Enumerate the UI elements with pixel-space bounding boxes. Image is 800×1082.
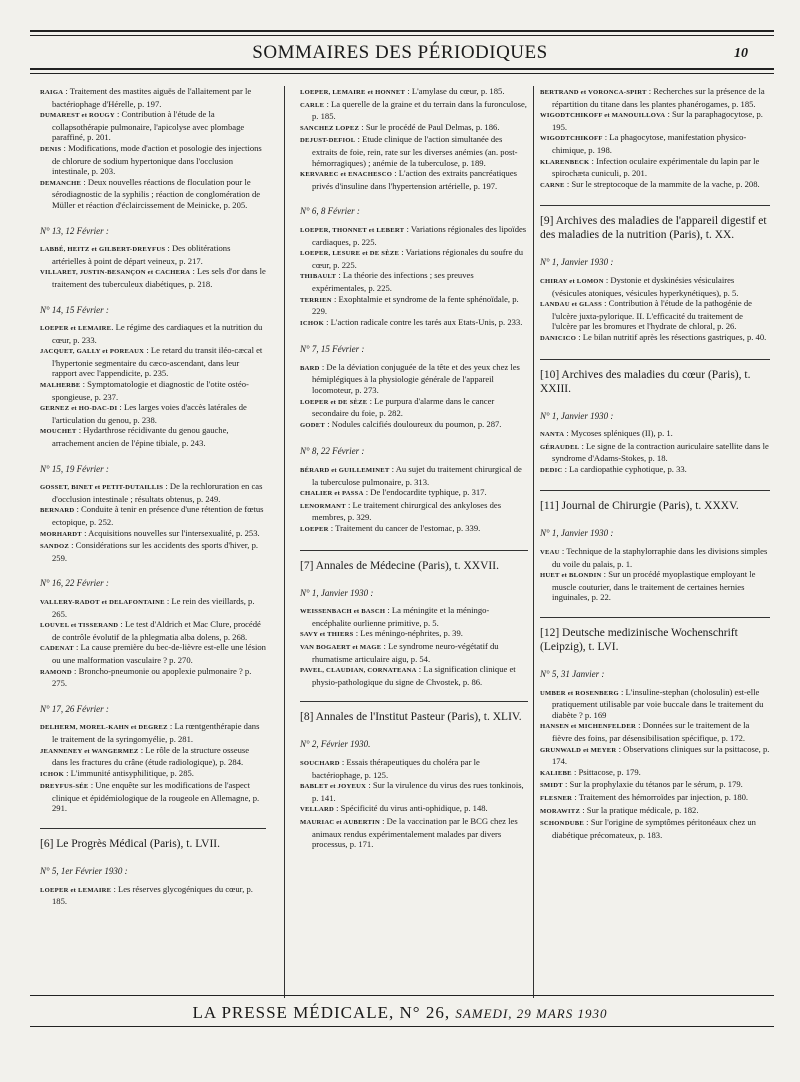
- article-title: : La méningite et la méningo-encéphalite ourlienne primitive, p. 5.: [312, 605, 490, 628]
- article-entry: [300, 362, 528, 396]
- article-entry: [40, 86, 266, 109]
- article-author: LOEPER, THONNET et LEBERT: [300, 226, 405, 234]
- column-right: [540, 86, 770, 840]
- article-entry: [540, 109, 770, 132]
- article-title: : Le rôle de la structure osseuse dans les fractures du crâne (étude radiologique), p. 284.: [52, 744, 250, 768]
- article-entry: [40, 425, 266, 448]
- article-entry: [300, 168, 528, 191]
- article-title: : Le purpura d'alarme dans le cancer secondaire du foie, p. 282.: [312, 395, 495, 419]
- article-author: SOUCHARD: [300, 759, 340, 767]
- article-entry: [40, 721, 266, 744]
- article-author: LANDAU et GLASS: [540, 301, 602, 309]
- article-entry: [40, 266, 266, 289]
- article-entry: [300, 500, 528, 523]
- section-rule: [540, 359, 770, 360]
- header-rule-top: [30, 30, 774, 32]
- article-title: : Sur un procédé myoplastique employant le muscle couturier, dans le traitement de certaines hernies inguinales, p. 22.: [552, 569, 756, 603]
- article-entry: [540, 428, 770, 441]
- section-rule: [40, 828, 266, 829]
- section-rule: [540, 205, 770, 206]
- article-entry: [540, 179, 770, 192]
- article-author: TERRIEN: [300, 296, 332, 304]
- article-entry: [300, 224, 528, 247]
- article-entry: [540, 744, 770, 767]
- issue-heading: N° 2, Février 1930.: [300, 739, 371, 750]
- article-author: VAN BOGAERT et MAGE: [300, 643, 382, 651]
- issue-heading: N° 7, 15 Février :: [300, 344, 365, 355]
- article-title: : Le retard du transit iléo-cæcal et l'hypertonie segmentaire du cæco-ascendant, dans leur rapport avec l'appendicite, p. 235.: [52, 345, 263, 379]
- article-title: : Spécificité du virus anti-ophidique, p. 148.: [334, 803, 488, 814]
- article-author: SAVY et THIERS: [300, 631, 354, 639]
- article-title: . Le régime des cardiaques et la nutrition du cœur, p. 233.: [52, 322, 263, 345]
- article-title: : Le rein des vieillards, p. 265.: [52, 595, 255, 619]
- article-entry: [40, 884, 266, 907]
- article-title: : Technique de la staphylorraphie dans les divisions simples du voile du palais, p. 1.: [552, 546, 768, 569]
- column-left: [40, 86, 266, 907]
- article-entry: [540, 546, 770, 569]
- article-entry: [300, 317, 528, 330]
- article-title: : La querelle de la graine et du terrain dans la furonculose, p. 185.: [312, 98, 527, 122]
- article-author: RAMOND: [40, 668, 72, 676]
- article-entry: [540, 298, 770, 332]
- article-title: : Considérations sur les accidents des sports d'hiver, p. 259.: [52, 540, 259, 563]
- article-title: : La rœntgenthérapie dans le traitement de la syringomyélie, p. 281.: [52, 721, 260, 744]
- article-title: : La signification clinique et physio-pathologique du signe de Chvostek, p. 86.: [312, 664, 516, 687]
- article-entry: [40, 177, 266, 211]
- article-entry: [540, 687, 770, 721]
- article-author: SANDOZ: [40, 543, 69, 551]
- article-entry: [300, 487, 528, 500]
- article-title: : De la vaccination par le BCG chez les animaux rendus expérimentalement malades par divers processus, p. 171.: [312, 815, 518, 850]
- article-title: : L'insuline-stephan (cholosulin) est-elle pratiquement utilisable par voie buccale dans le traitement du diabète ? p. 169: [552, 686, 764, 720]
- article-entry: [300, 780, 528, 803]
- article-title: : Le bilan nutritif après les résections gastriques, p. 40.: [576, 331, 767, 342]
- article-author: MOUCHET: [40, 428, 77, 436]
- article-entry: [300, 628, 528, 641]
- article-entry: [540, 86, 770, 109]
- article-title: : Une enquête sur les modifications de l'aspect clinique et épidémiologique de la rougeole en Allemagne, p. 291.: [52, 780, 260, 814]
- article-author: VELLARD: [300, 806, 334, 814]
- periodical-heading: [10] Archives des maladies du cœur (Paris), t. XXIII.: [540, 368, 751, 395]
- article-title: : Traitement du cancer de l'estomac, p. 339.: [328, 523, 481, 533]
- article-author: ICHOK: [40, 770, 64, 778]
- article-title: : Conduite à tenir en présence d'une rétention de fœtus ectopique, p. 252.: [52, 504, 264, 527]
- article-entry: [300, 664, 528, 687]
- article-title: : Broncho-pneumonie ou apoplexie pulmonaire ? p. 275.: [52, 665, 252, 689]
- article-entry: [300, 605, 528, 628]
- article-entry: [40, 402, 266, 425]
- article-author: CHALIER et PASSA: [300, 490, 364, 498]
- footer-date: SAMEDI, 29 MARS 1930: [455, 1006, 608, 1021]
- article-entry: [40, 540, 266, 563]
- article-author: VALLERY-RADOT et DELAFONTAINE: [40, 598, 165, 606]
- article-title: : Le signe de la contraction auriculaire satellite dans le syndrome d'Adams-Stokes, p. 18.: [552, 440, 769, 464]
- article-author: DREYFUS-SÉE: [40, 783, 89, 791]
- article-entry: [300, 757, 528, 780]
- issue-heading: N° 16, 22 Février :: [40, 578, 109, 589]
- article-entry: [540, 767, 770, 780]
- issue-heading: N° 1, Janvier 1930 :: [540, 257, 614, 268]
- article-author: SCHONDUBE: [540, 820, 585, 828]
- article-entry: [300, 419, 528, 432]
- article-title: : L'amylase du cœur, p. 185.: [405, 86, 505, 96]
- article-title: : Sur la pratique médicale, p. 182.: [580, 804, 699, 815]
- article-title: : Contribution à l'étude de la pathogénie de l'ulcère juxta-pylorique. II. L'efficacité du traitement de l'ulcère par les bromures et l'hydrate de chloral, p. 26.: [552, 298, 752, 332]
- article-title: : Mycoses spléniques (II), p. 1.: [564, 428, 673, 439]
- article-entry: [40, 666, 266, 689]
- article-author: MORAWITZ: [540, 807, 581, 815]
- article-author: MORHARDT: [40, 530, 82, 538]
- article-entry: [300, 396, 528, 419]
- article-title: : Nodules calcifiés douloureux du poumon, p. 287.: [325, 418, 502, 429]
- article-author: FLESNER: [540, 794, 573, 802]
- article-author: LENORMANT: [300, 502, 346, 510]
- article-author: GÉRAUDEL: [540, 443, 580, 451]
- article-author: THIBAULT: [300, 273, 337, 281]
- article-entry: [540, 332, 770, 345]
- article-entry: [40, 143, 266, 177]
- article-author: VEAU: [540, 549, 560, 557]
- article-author: DEMANCHE: [40, 179, 82, 187]
- article-author: LOEPER, LESURE et DE SÈZE: [300, 250, 400, 258]
- article-entry: [300, 641, 528, 664]
- article-author: CARLE: [300, 101, 325, 109]
- article-title: : Observations cliniques sur la psittacose, p. 174.: [552, 743, 770, 767]
- header-rule-top-thin: [30, 35, 774, 36]
- issue-heading: N° 13, 12 Février :: [40, 225, 109, 236]
- article-author: JEANNENEY et WANGERMEZ: [40, 747, 139, 755]
- article-title: : Traitement des mastites aiguës de l'allaitement par le bactériophage d'Hérelle, p. 197.: [52, 86, 252, 109]
- article-title: : Le test d'Aldrich et Mac Clure, procédé de contrôle évolutif de la phlegmatia alba dolens, p. 268.: [52, 619, 261, 642]
- article-title: : Les réserves glycogéniques du cœur, p. 185.: [52, 883, 253, 907]
- article-title: : L'action des extraits pancréatiques privés d'insuline dans l'hypertension artérielle, p. 197.: [312, 168, 518, 191]
- article-entry: [40, 528, 266, 541]
- article-entry: [540, 441, 770, 464]
- article-title: : Symptomatologie et diagnostic de l'otite ostéo-spongieuse, p. 237.: [52, 379, 249, 402]
- article-title: : Dystonie et dyskinésies vésiculaires (vésicules atoniques, vésicules hyperkynétiques), p. 5.: [552, 274, 739, 298]
- article-entry: [540, 792, 770, 805]
- article-author: DANICICO: [540, 334, 577, 342]
- issue-heading: N° 5, 31 Janvier :: [540, 669, 605, 680]
- section-rule: [540, 617, 770, 618]
- article-title: : La cause première du bec-de-lièvre est-elle une lésion ou une malformation vasculaire ? p. 270.: [52, 642, 266, 665]
- article-entry: [40, 109, 266, 143]
- page-number: 10: [734, 46, 748, 61]
- periodical-heading: [9] Archives des maladies de l'appareil digestif et des maladies de la nutrition (Paris), t. XX.: [540, 215, 767, 242]
- article-author: GODET: [300, 421, 326, 429]
- article-title: : Sur la virulence du virus des rues tonkinois, p. 141.: [312, 780, 524, 803]
- column-middle: [300, 86, 528, 850]
- article-author: DELHERM, MOREL-KAHN et DEGREZ: [40, 724, 168, 732]
- article-entry: [540, 275, 770, 298]
- periodical-heading: [11] Journal de Chirurgie (Paris), t. XXXV.: [540, 500, 739, 513]
- article-author: JACQUET, GALLY et POREAUX: [40, 348, 145, 356]
- article-title: : Exophtalmie et syndrome de la fente sphénoïdale, p. 229.: [312, 293, 519, 317]
- article-title: : Sur le streptocoque de la mammite de la vache, p. 208.: [564, 178, 760, 189]
- periodical-heading: [6] Le Progrès Médical (Paris), t. LVII.: [40, 838, 221, 851]
- article-entry: [300, 122, 528, 135]
- article-title: : Au sujet du traitement chirurgical de la tuberculose pulmonaire, p. 313.: [312, 464, 522, 487]
- footer-rule-bottom: [30, 1026, 774, 1027]
- article-author: LOEPER et LEMAIRE: [40, 886, 112, 894]
- article-entry: [540, 156, 770, 179]
- article-title: : Recherches sur la présence de la répartition du titane dans les plantes phanérogames, p. 185.: [552, 86, 765, 109]
- article-title: : Essais thérapeutiques du choléra par le bactériophage, p. 125.: [312, 756, 480, 780]
- article-author: VILLARET, JUSTIN-BESANÇON et CACHERA: [40, 269, 191, 277]
- article-title: : Acquisitions nouvelles sur l'intersexualité, p. 253.: [81, 527, 260, 538]
- article-entry: [40, 642, 266, 665]
- article-author: BERTRAND et VORONCA-SPIRT: [540, 89, 647, 96]
- article-author: LOEPER, LEMAIRE et HONNET: [300, 89, 406, 96]
- article-author: HUET et BLONDIN: [540, 572, 602, 580]
- article-title: : Infection oculaire expérimentale du lapin par le spirochæta cuniculi, p. 201.: [552, 155, 760, 179]
- issue-heading: N° 17, 26 Février :: [40, 703, 109, 714]
- article-author: MAURIAC et AUBERTIN: [300, 818, 380, 826]
- issue-heading: N° 14, 15 Février :: [40, 304, 109, 315]
- article-title: : De la rechloruration en cas d'occlusion intestinale ; résultats obtenus, p. 249.: [52, 481, 263, 504]
- article-author: BABLET et JOYEUX: [300, 783, 367, 791]
- article-author: WIGODTCHIKOFF: [540, 135, 603, 143]
- article-entry: [540, 569, 770, 603]
- section-rule: [300, 701, 528, 702]
- article-entry: [40, 243, 266, 266]
- article-title: : Le traitement chirurgical des ankyloses des membres, p. 329.: [312, 499, 502, 523]
- article-author: SMIDT: [540, 782, 563, 790]
- article-author: LOEPER et LEMAIRE: [40, 325, 112, 333]
- article-title: : Traitement des hémorroïdes par injection, p. 180.: [572, 791, 749, 802]
- article-title: : Etude clinique de l'action simultanée des extraits de foie, rein, rate sur les diverses anémies (an. post-hémorragiques) ; anémie de la tuberculose, p. 189.: [312, 134, 518, 168]
- article-entry: [40, 481, 266, 504]
- article-entry: [40, 345, 266, 379]
- article-author: GERNEZ et HO-DAC-DI: [40, 405, 118, 413]
- article-entry: [540, 805, 770, 818]
- footer-rule-top: [30, 995, 774, 996]
- section-rule: [300, 550, 528, 551]
- article-title: : Contribution à l'étude de la collapsothérapie pulmonaire, l'apicolyse avec plombage paraffiné, p. 201.: [52, 109, 245, 143]
- article-title: : Variations régionales du soufre du cœur, p. 225.: [312, 247, 524, 270]
- article-author: CADENAT: [40, 645, 74, 653]
- article-author: RAIGA: [40, 89, 64, 96]
- article-entry: [540, 817, 770, 840]
- article-entry: [300, 803, 528, 816]
- article-author: BERNARD: [40, 507, 75, 515]
- article-entry: [40, 504, 266, 527]
- article-entry: [300, 247, 528, 270]
- article-author: DEDIC: [540, 466, 563, 474]
- article-entry: [40, 780, 266, 814]
- article-title: : Psittacose, p. 179.: [571, 766, 641, 777]
- section-rule: [540, 490, 770, 491]
- article-title: : De l'endocardite typhique, p. 317.: [363, 487, 487, 498]
- article-author: NANTA: [540, 431, 565, 439]
- article-author: KLARENBECK: [540, 158, 590, 166]
- footer-journal: LA PRESSE MÉDICALE, N° 26,: [192, 1003, 451, 1022]
- issue-heading: N° 5, 1er Février 1930 :: [40, 866, 128, 877]
- article-title: : Les larges voies d'accès latérales de l'articulation du genou, p. 238.: [52, 402, 247, 425]
- article-entry: [40, 745, 266, 768]
- article-entry: [40, 596, 266, 619]
- article-author: WEISSENBACH et BASCH: [300, 608, 386, 616]
- article-title: : Deux nouvelles réactions de floculation pour le sérodiagnostic de la syphilis ; réaction de conglomération de Müller et réaction d'éclaircissement de Meinicke, p. 205.: [52, 176, 261, 210]
- article-title: : La cardiopathie cyphotique, p. 33.: [562, 463, 687, 474]
- article-title: : Le syndrome neuro-végétatif du rhumatisme articulaire aigu, p. 54.: [312, 640, 499, 664]
- article-title: : Données sur le traitement de la fièvre des foins, par désensibilisation spécifique, p. 172.: [552, 720, 750, 743]
- periodical-heading: [8] Annales de l'Institut Pasteur (Paris), t. XLIV.: [300, 711, 522, 724]
- article-entry: [300, 816, 528, 850]
- article-entry: [540, 720, 770, 743]
- article-title: : Modifications, mode d'action et posologie des injections de chlorure de sodium hypertonique dans l'occlusion intestinale, p. 203.: [52, 142, 262, 177]
- article-title: : Sur la prophylaxie du tétanos par le sérum, p. 179.: [562, 779, 743, 790]
- article-entry: [540, 132, 770, 155]
- issue-heading: N° 15, 19 Février :: [40, 463, 109, 474]
- article-entry: [40, 619, 266, 642]
- article-author: HANSEN et MICHENFELDER: [540, 723, 636, 731]
- article-author: GRUNWALD et MEYER: [540, 746, 617, 754]
- article-entry: [300, 294, 528, 317]
- page-title: SOMMAIRES DES PÉRIODIQUES: [252, 42, 548, 63]
- article-title: : Variations régionales des lipoïdes cardiaques, p. 225.: [312, 223, 527, 247]
- header-rule-bottom: [30, 68, 774, 70]
- article-title: : De la déviation conjuguée de la tête et des yeux chez les hémiplégiques à la physiologie générale de l'appareil locomoteur, p. 273.: [312, 361, 520, 396]
- article-author: DUMAREST et ROUGY: [40, 112, 115, 120]
- periodical-heading: [7] Annales de Médecine (Paris), t. XXVII.: [300, 559, 499, 572]
- article-author: LABBÉ, HEITZ et GILBERT-DREYFUS: [40, 246, 166, 254]
- article-author: KERVAREC et ENACHESCO: [300, 171, 393, 179]
- article-title: : Des oblitérations artérielles à point de départ veineux, p. 217.: [52, 243, 231, 266]
- article-title: : Hydarthrose récidivante du genou gauche, arrachement ancien de l'épine tibiale, p. 243.: [52, 425, 229, 449]
- column-separator: [533, 86, 534, 998]
- article-author: BARD: [300, 364, 320, 372]
- article-entry: [300, 134, 528, 168]
- article-entry: [300, 270, 528, 293]
- article-title: : La phagocytose, manifestation physico-chimique, p. 198.: [552, 132, 747, 155]
- article-author: ICHOK: [300, 319, 324, 327]
- article-author: LOEPER: [300, 526, 329, 533]
- article-entry: [540, 464, 770, 477]
- article-title: : Les sels d'or dans le traitement des tuberculeux diabétiques, p. 218.: [52, 266, 266, 289]
- article-author: BÉRARD et GUILLEMINET: [300, 467, 390, 475]
- periodical-heading: [12] Deutsche medizinische Wochenschrift (Leipzig), t. LVI.: [540, 627, 738, 654]
- article-title: : Sur l'origine de symptômes péritonéaux chez un diabétique précomateux, p. 183.: [552, 817, 756, 840]
- article-author: SANCHEZ LOPEZ: [300, 124, 360, 132]
- article-title: : L'immunité antisyphilitique, p. 285.: [63, 767, 194, 778]
- article-author: DEJUST-DEFIOL: [300, 137, 356, 145]
- issue-heading: N° 1, Janvier 1930 :: [540, 410, 614, 421]
- article-entry: [300, 523, 528, 536]
- article-author: CARNE: [540, 181, 565, 189]
- issue-heading: N° 6, 8 Février :: [300, 206, 360, 217]
- article-title: : Sur la paraphagocytose, p. 195.: [552, 109, 763, 132]
- article-author: LOUVEL et TISSERAND: [40, 622, 119, 630]
- article-entry: [40, 322, 266, 345]
- article-author: DENIS: [40, 145, 62, 153]
- article-author: MALHERBE: [40, 382, 81, 390]
- article-title: : L'action radicale contre les tarés aux Etats-Unis, p. 233.: [323, 316, 523, 327]
- article-author: KALIEBE: [540, 769, 572, 777]
- article-entry: [300, 464, 528, 487]
- header-rule-bottom-thin: [30, 73, 774, 74]
- article-entry: [40, 379, 266, 402]
- footer: [0, 1003, 800, 1023]
- article-entry: [300, 86, 528, 99]
- article-author: WIGODTCHIKOFF et MANOUILLOVA: [540, 112, 666, 120]
- issue-heading: N° 1, Janvier 1930 :: [540, 528, 614, 539]
- article-title: : Sur le procédé de Paul Delmas, p. 186.: [359, 121, 500, 132]
- article-author: LOEPER et DE SÈZE: [300, 398, 368, 406]
- issue-heading: N° 1, Janvier 1930 :: [300, 587, 374, 598]
- article-entry: [300, 99, 528, 122]
- article-title: : La théorie des infections ; ses preuves expérimentales, p. 225.: [312, 270, 474, 293]
- article-entry: [40, 768, 266, 781]
- article-title: : Les méningo-néphrites, p. 39.: [353, 628, 463, 639]
- issue-heading: N° 8, 22 Février :: [300, 446, 365, 457]
- column-separator: [284, 86, 285, 998]
- article-author: CHIRAY et LOMON: [540, 277, 604, 285]
- article-author: GOSSET, BINET et PETIT-DUTAILLIS: [40, 484, 164, 492]
- article-author: PAVEL, CLAUDIAN, CORNATEANA: [300, 667, 417, 675]
- article-entry: [540, 779, 770, 792]
- article-author: UMBER et ROSENBERG: [540, 689, 619, 697]
